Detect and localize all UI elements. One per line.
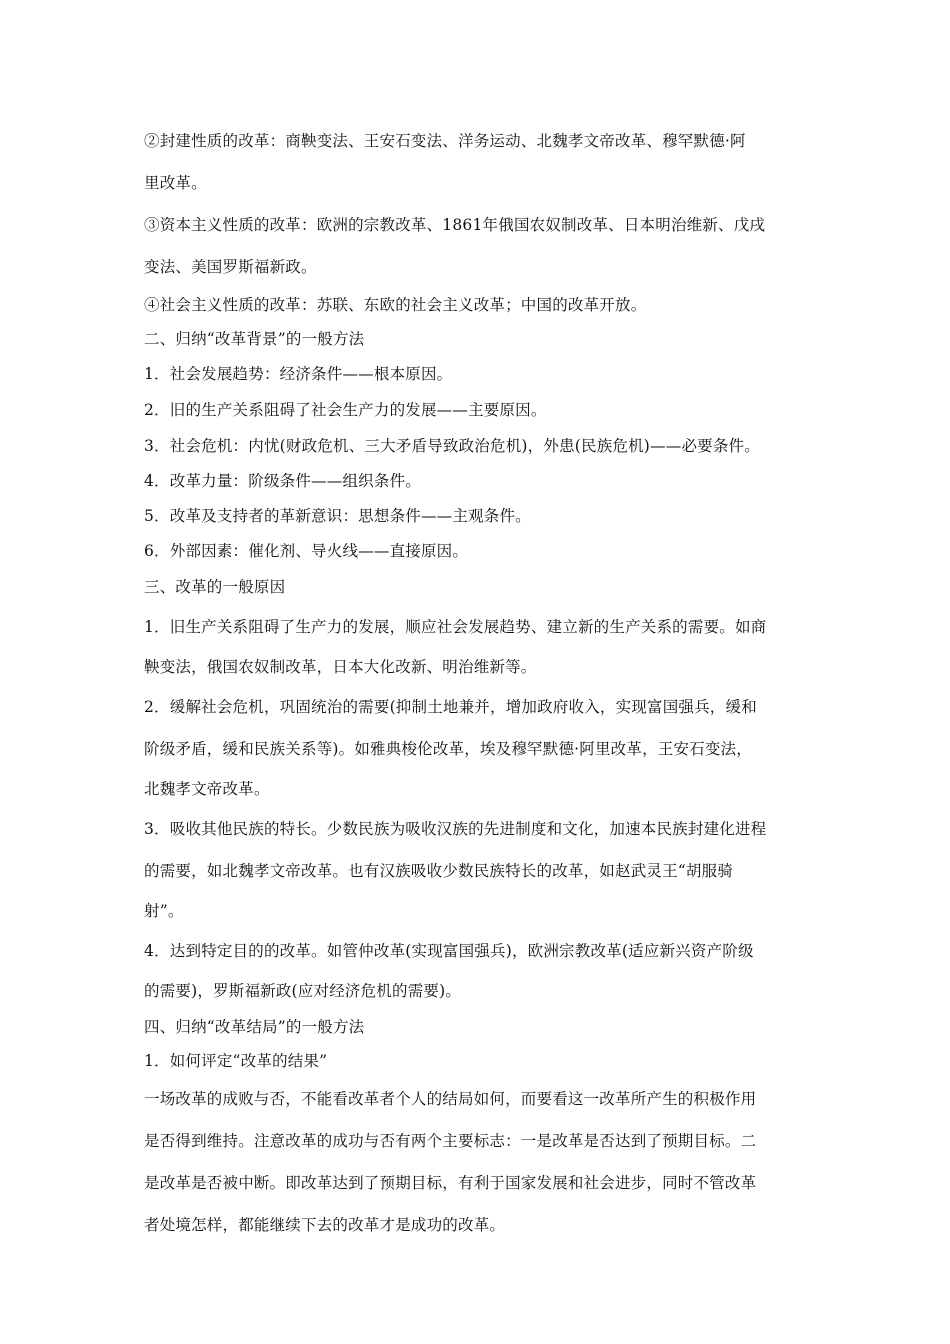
text-line: ②封建性质的改革：商鞅变法、王安石变法、洋务运动、北魏孝文帝改革、穆罕默德·阿 xyxy=(144,132,746,150)
text-line: 北魏孝文帝改革。 xyxy=(144,780,270,798)
text-line: 一场改革的成败与否，不能看改革者个人的结局如何，而要看这一改革所产生的积极作用 xyxy=(144,1090,757,1108)
text-line: 的需要)，罗斯福新政(应对经济危机的需要)。 xyxy=(144,982,462,1000)
text-line: 的需要，如北魏孝文帝改革。也有汉族吸收少数民族特长的改革，如赵武灵王“胡服骑 xyxy=(144,862,734,880)
text-line: 6．外部因素：催化剂、导火线——直接原因。 xyxy=(144,542,469,560)
document-page xyxy=(144,120,809,1246)
text-line: 4．达到特定目的的改革。如管仲改革(实现富国强兵)，欧洲宗教改革(适应新兴资产阶级 xyxy=(144,942,754,960)
text-line: 阶级矛盾，缓和民族关系等)。如雅典梭伦改革，埃及穆罕默德·阿里改革，王安石变法， xyxy=(144,740,752,758)
text-line: 1．旧生产关系阻碍了生产力的发展，顺应社会发展趋势、建立新的生产关系的需要。如商 xyxy=(144,618,767,636)
text-line: 里改革。 xyxy=(144,174,207,192)
text-line: 4．改革力量：阶级条件——组织条件。 xyxy=(144,472,421,490)
section-heading: 三、改革的一般原因 xyxy=(144,578,286,596)
text-line: 1．如何评定“改革的结果” xyxy=(144,1052,328,1070)
text-line: 3．吸收其他民族的特长。少数民族为吸收汉族的先进制度和文化，加速本民族封建化进程 xyxy=(144,820,767,838)
text-line: 者处境怎样，都能继续下去的改革才是成功的改革。 xyxy=(144,1216,506,1234)
text-line: 2．缓解社会危机，巩固统治的需要(抑制土地兼并，增加政府收入，实现富国强兵，缓和 xyxy=(144,698,757,716)
section-heading: 二、归纳“改革背景”的一般方法 xyxy=(144,330,365,348)
text-line: 5．改革及支持者的革新意识：思想条件——主观条件。 xyxy=(144,507,531,525)
text-line: 3．社会危机：内忧(财政危机、三大矛盾导致政治危机)，外患(民族危机)——必要条件。 xyxy=(144,437,760,455)
section-heading: 四、归纳“改革结局”的一般方法 xyxy=(144,1018,365,1036)
text-line: 射”。 xyxy=(144,902,184,920)
text-line: ④社会主义性质的改革：苏联、东欧的社会主义改革；中国的改革开放。 xyxy=(144,296,647,314)
text-line: 鞅变法，俄国农奴制改革，日本大化改新、明治维新等。 xyxy=(144,658,537,676)
text-line: 变法、美国罗斯福新政。 xyxy=(144,258,317,276)
text-line: ③资本主义性质的改革：欧洲的宗教改革、1861年俄国农奴制改革、日本明治维新、戊戌 xyxy=(144,216,766,234)
text-line: 1．社会发展趋势：经济条件——根本原因。 xyxy=(144,365,453,383)
text-line: 是改革是否被中断。即改革达到了预期目标，有利于国家发展和社会进步，同时不管改革 xyxy=(144,1174,757,1192)
text-line: 2．旧的生产关系阻碍了社会生产力的发展——主要原因。 xyxy=(144,401,547,419)
text-line: 是否得到维持。注意改革的成功与否有两个主要标志：一是改革是否达到了预期目标。二 xyxy=(144,1132,757,1150)
